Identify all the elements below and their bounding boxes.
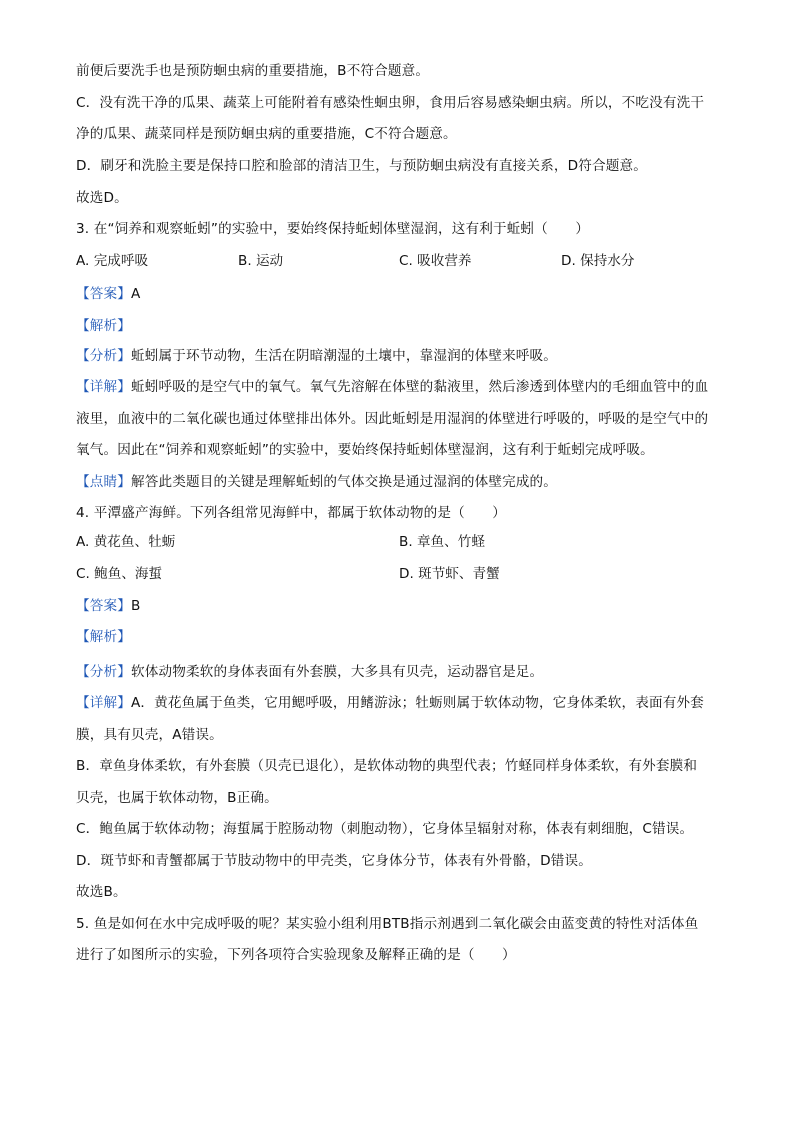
- line-text: A．黄花鱼属于鱼类，它用鳃呼吸，用鳍游泳；牡蛎则属于软体动物，它身体柔软，表面有外套: [130, 695, 704, 711]
- section-tag: 【点睛】: [76, 474, 131, 490]
- line-text: D．刷牙和洗脸主要是保持口腔和脸部的清洁卫生，与预防蛔虫病没有直接关系，D符合题意。: [76, 158, 647, 174]
- line-text: 5. 鱼是如何在水中完成呼吸的呢？某实验小组利用BTB指示剂遇到二氧化碳会由蓝变黄的特性对活体鱼: [76, 916, 699, 932]
- analysis-tag: 【解析】: [76, 629, 131, 645]
- text-line: [76, 914, 726, 934]
- text-line: [76, 693, 726, 713]
- text-line: [76, 93, 726, 113]
- analysis-tag: 【解析】: [76, 318, 131, 334]
- q4-option-a: A. 黄花鱼、牡蛎: [76, 534, 176, 550]
- q4-answer: B: [130, 598, 141, 614]
- line-text: 3. 在“饲养和观察蚯蚓”的实验中，要始终保持蚯蚓体壁湿润，这有利于蚯蚓（ ）: [76, 221, 590, 237]
- text-line: [76, 440, 726, 460]
- line-text: C．没有洗干净的瓜果、蔬菜上可能附着有感染性蛔虫卵，食用后容易感染蛔虫病。所以，不吃没有洗干: [76, 95, 705, 111]
- text-line: [76, 882, 726, 902]
- line-text: 氧气。因此在“饲养和观察蚯蚓”的实验中，要始终保持蚯蚓体壁湿润，这有利于蚯蚓完成呼吸。: [76, 442, 654, 458]
- q3-option-d: D. 保持水分: [561, 253, 635, 269]
- line-text: B．章鱼身体柔软，有外套膜（贝壳已退化），是软体动物的典型代表；竹蛏同样身体柔软，有外套膜和: [76, 758, 698, 774]
- text-line: [76, 409, 726, 429]
- line-text: 故选D。: [76, 190, 128, 206]
- section-tag: 【详解】: [76, 695, 131, 711]
- text-line: [76, 124, 726, 144]
- answer-tag: 【答案】: [76, 286, 131, 302]
- q3-answer-line: [76, 284, 726, 304]
- text-line: [76, 156, 726, 176]
- text-line: [76, 725, 726, 745]
- section-tag: 【分析】: [76, 348, 131, 364]
- text-line: [76, 662, 726, 682]
- text-line: [76, 756, 726, 776]
- line-text: 软体动物柔软的身体表面有外套膜，大多具有贝壳，运动器官是足。: [130, 664, 544, 680]
- line-text: 膜，具有贝壳，A错误。: [76, 727, 223, 743]
- line-text: 进行了如图所示的实验，下列各项符合实验现象及解释正确的是（ ）: [76, 947, 516, 963]
- text-line: [76, 472, 726, 492]
- line-text: C．鲍鱼属于软体动物；海蜇属于腔肠动物（刺胞动物），它身体呈辐射对称，体表有刺细胞，C错误。: [76, 821, 694, 837]
- section-tag: 【详解】: [76, 379, 131, 395]
- text-line: [76, 346, 726, 366]
- text-line: [76, 819, 726, 839]
- q3-option-b: B. 运动: [238, 253, 284, 269]
- q4-option-c: C. 鲍鱼、海蜇: [76, 566, 163, 582]
- line-text: 解答此类题目的关键是理解蚯蚓的气体交换是通过湿润的体壁完成的。: [130, 474, 558, 490]
- line-text: 液里，血液中的二氧化碳也通过体壁排出体外。因此蚯蚓是用湿润的体壁进行呼吸的，呼吸的是空气中的: [76, 411, 709, 427]
- q3-analysis-heading: [76, 316, 726, 336]
- text-line: [76, 945, 726, 965]
- q3-answer: A: [130, 286, 141, 302]
- q3-option-c: C. 吸收营养: [399, 253, 472, 269]
- text-line: [76, 377, 726, 397]
- text-line: [76, 788, 726, 808]
- q4-answer-line: [76, 596, 726, 616]
- q4-option-d: D. 斑节虾、青蟹: [399, 566, 500, 582]
- q3-option-a: A. 完成呼吸: [76, 253, 149, 269]
- q4-analysis-heading: [76, 627, 726, 647]
- line-text: 蚯蚓呼吸的是空气中的氧气。氧气先溶解在体壁的黏液里，然后渗透到体壁内的毛细血管中的血: [130, 379, 709, 395]
- line-text: 故选B。: [76, 884, 127, 900]
- text-line: [76, 219, 726, 239]
- line-text: 蚯蚓属于环节动物，生活在阴暗潮湿的土壤中，靠湿润的体壁来呼吸。: [130, 348, 558, 364]
- line-text: D．斑节虾和青蟹都属于节肢动物中的甲壳类，它身体分节，体表有外骨骼，D错误。: [76, 853, 593, 869]
- line-text: 前便后要洗手也是预防蛔虫病的重要措施，B不符合题意。: [76, 63, 430, 79]
- text-line: [76, 503, 726, 523]
- line-text: 4. 平潭盛产海鲜。下列各组常见海鲜中，都属于软体动物的是（ ）: [76, 505, 507, 521]
- text-line: [76, 188, 726, 208]
- text-line: [76, 851, 726, 871]
- section-tag: 【分析】: [76, 664, 131, 680]
- text-line: [76, 61, 726, 81]
- line-text: 贝壳，也属于软体动物，B正确。: [76, 790, 278, 806]
- answer-tag: 【答案】: [76, 598, 131, 614]
- q4-option-b: B. 章鱼、竹蛏: [399, 534, 485, 550]
- line-text: 净的瓜果、蔬菜同样是预防蛔虫病的重要措施，C不符合题意。: [76, 126, 457, 142]
